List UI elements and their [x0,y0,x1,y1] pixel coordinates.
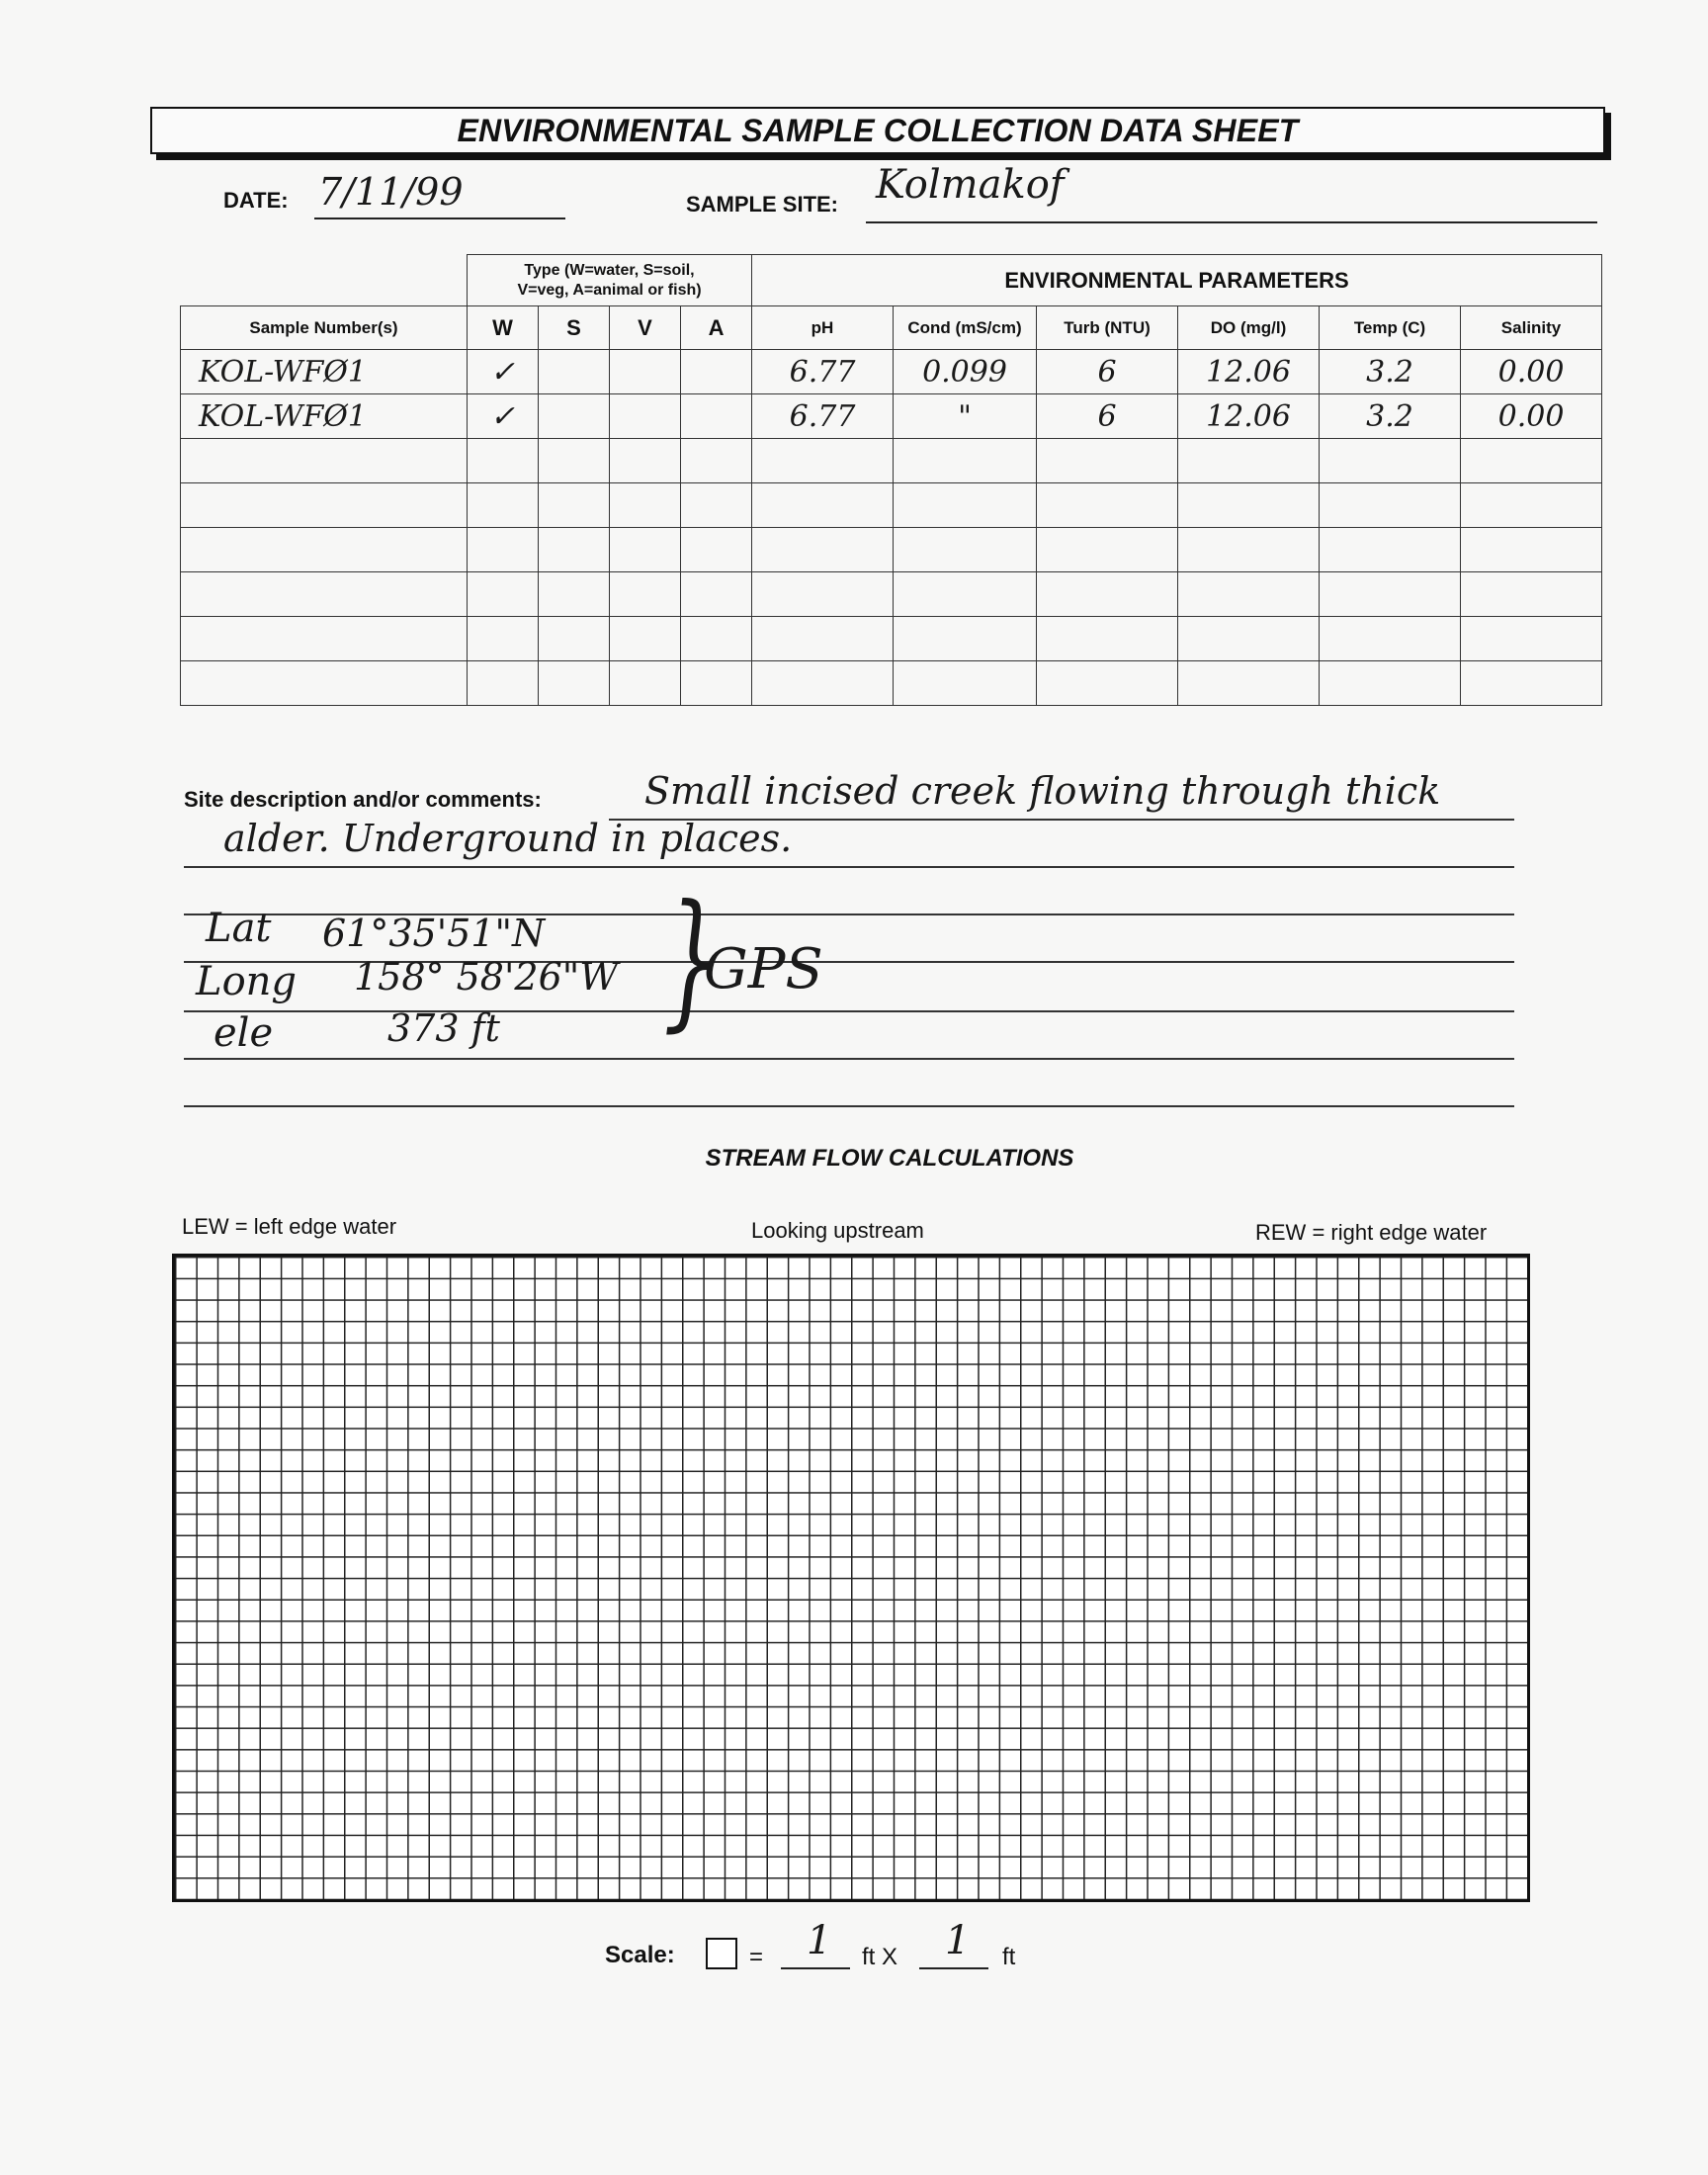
comment-line-1: Small incised creek flowing through thick [644,769,1441,813]
comment-line-2: alder. Underground in places. [223,817,793,860]
cell[interactable] [681,483,752,528]
cell[interactable] [1037,617,1178,661]
site-label: SAMPLE SITE: [686,192,839,217]
comment-rule [184,1010,1514,1012]
cell-w[interactable]: ✓ [468,394,539,439]
scale-value-2: 1 [945,1918,971,1963]
cell-turb[interactable]: 6 [1037,394,1178,439]
cell[interactable] [681,617,752,661]
scale-unit-2: ft [1002,1944,1016,1970]
col-v: V [610,306,681,350]
table-row [181,483,1602,528]
long-value: 158° 58'26"W [354,955,619,999]
cell-salinity[interactable]: 0.00 [1461,394,1602,439]
scale-equals: = [749,1944,764,1970]
table-row [181,528,1602,572]
date-field[interactable] [314,170,565,219]
stream-flow-title: STREAM FLOW CALCULATIONS [705,1145,1074,1172]
col-do: DO (mg/l) [1178,306,1320,350]
cell[interactable] [894,661,1037,706]
table-row [181,439,1602,483]
cell[interactable] [681,572,752,617]
cell[interactable] [1461,528,1602,572]
cell[interactable] [610,617,681,661]
cell-a[interactable] [681,394,752,439]
cell[interactable] [181,439,468,483]
scale-value-2-field[interactable] [919,1918,988,1969]
cell[interactable] [539,528,610,572]
cell-cond[interactable]: 0.099 [894,350,1037,394]
cell[interactable] [1178,661,1320,706]
cell[interactable] [1461,572,1602,617]
cell[interactable] [468,661,539,706]
cell[interactable] [1320,483,1461,528]
stream-flow-grid[interactable] [172,1254,1530,1902]
scale-value-1: 1 [807,1918,832,1963]
col-cond: Cond (mS/cm) [894,306,1037,350]
cell[interactable] [752,617,894,661]
cell[interactable] [181,617,468,661]
cell[interactable] [752,483,894,528]
form-title: ENVIRONMENTAL SAMPLE COLLECTION DATA SHEET [150,107,1605,154]
type-header-line2: V=veg, A=animal or fish) [517,281,702,299]
col-salinity: Salinity [1461,306,1602,350]
rew-label: REW = right edge water [1255,1220,1488,1245]
ele-value: 373 ft [387,1006,500,1050]
cell[interactable] [894,528,1037,572]
cell[interactable] [1037,661,1178,706]
cell[interactable] [1461,617,1602,661]
lat-value: 61°35'51"N [322,912,546,955]
cell[interactable] [752,572,894,617]
brace-glyph: } [663,874,721,1046]
col-sample-number: Sample Number(s) [181,306,468,350]
cell[interactable] [752,439,894,483]
col-ph: pH [752,306,894,350]
cell[interactable] [468,572,539,617]
date-label: DATE: [223,188,289,213]
cell[interactable] [181,483,468,528]
cell[interactable] [1320,617,1461,661]
cell[interactable] [468,439,539,483]
cell[interactable] [681,439,752,483]
cell[interactable] [1320,572,1461,617]
cell-salinity[interactable]: 0.00 [1461,350,1602,394]
cell[interactable] [681,661,752,706]
type-header-line1: Type (W=water, S=soil, [524,261,695,279]
cell[interactable] [1037,528,1178,572]
cell[interactable] [610,528,681,572]
table-row [181,394,1602,439]
col-temp: Temp (C) [1320,306,1461,350]
cell-s[interactable] [539,394,610,439]
cell-a[interactable] [681,350,752,394]
cell-sample-number[interactable]: KOL-WFØ1 [181,350,468,394]
cell[interactable] [610,572,681,617]
cell[interactable] [1320,661,1461,706]
cell[interactable] [610,483,681,528]
cell[interactable] [468,483,539,528]
cell-sample-number[interactable]: KOL-WFØ1 [181,394,468,439]
cell[interactable] [468,617,539,661]
cell[interactable] [752,528,894,572]
col-a: A [681,306,752,350]
type-header [468,255,752,306]
date-value: 7/11/99 [318,170,464,214]
sample-table [180,254,1602,706]
cell[interactable] [1178,439,1320,483]
cell[interactable] [539,483,610,528]
cell[interactable] [610,439,681,483]
cell[interactable] [610,661,681,706]
cell[interactable] [1178,528,1320,572]
cell[interactable] [539,572,610,617]
scale-unit-1: ft X [862,1944,898,1970]
table-row [181,661,1602,706]
cell-v[interactable] [610,350,681,394]
grid-square-icon [706,1938,737,1969]
cell-s[interactable] [539,350,610,394]
cell-cond[interactable]: " [894,394,1037,439]
blank-header-cell [181,255,468,306]
scale-label: Scale: [605,1942,675,1968]
cell[interactable] [468,528,539,572]
cell[interactable] [1178,617,1320,661]
cell-do[interactable]: 12.06 [1178,350,1320,394]
cell[interactable] [1037,483,1178,528]
cell[interactable] [681,528,752,572]
cell[interactable] [1178,483,1320,528]
cell-turb[interactable]: 6 [1037,350,1178,394]
cell[interactable] [181,528,468,572]
cell-do[interactable]: 12.06 [1178,394,1320,439]
cell[interactable] [1461,661,1602,706]
table-row [181,617,1602,661]
cell[interactable] [894,439,1037,483]
comment-rule [184,1058,1514,1060]
table-row [181,572,1602,617]
gps-label: GPS [704,937,823,1001]
col-turb: Turb (NTU) [1037,306,1178,350]
cell[interactable] [1320,439,1461,483]
long-label: Long [196,959,298,1004]
cell[interactable] [1178,572,1320,617]
cell-ph[interactable]: 6.77 [752,350,894,394]
cell[interactable] [539,661,610,706]
site-value: Kolmakof [876,162,1065,208]
site-field[interactable] [866,162,1597,223]
cell[interactable] [1461,483,1602,528]
col-s: S [539,306,610,350]
lew-label: LEW = left edge water [182,1214,397,1239]
col-w: W [468,306,539,350]
env-params-header: ENVIRONMENTAL PARAMETERS [752,255,1602,306]
cell[interactable] [1461,439,1602,483]
comments-label: Site description and/or comments: [184,787,542,812]
comment-rule [184,866,1514,868]
ele-label: ele [214,1010,274,1056]
cell[interactable] [1037,439,1178,483]
looking-upstream-label: Looking upstream [751,1218,924,1243]
cell[interactable] [539,617,610,661]
cell[interactable] [181,572,468,617]
comment-rule [184,1105,1514,1107]
cell-v[interactable] [610,394,681,439]
cell[interactable] [894,572,1037,617]
cell-ph[interactable]: 6.77 [752,394,894,439]
cell-w[interactable]: ✓ [468,350,539,394]
cell[interactable] [894,483,1037,528]
scale-value-1-field[interactable] [781,1918,850,1969]
cell[interactable] [181,661,468,706]
cell[interactable] [539,439,610,483]
lat-label: Lat [206,906,272,951]
table-row [181,350,1602,394]
cell[interactable] [1037,572,1178,617]
cell[interactable] [894,617,1037,661]
cell-temp[interactable]: 3.2 [1320,350,1461,394]
cell[interactable] [752,661,894,706]
cell[interactable] [1320,528,1461,572]
cell-temp[interactable]: 3.2 [1320,394,1461,439]
